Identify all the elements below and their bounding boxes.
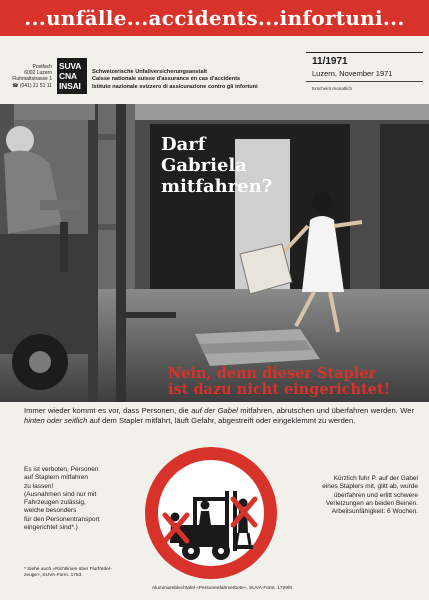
address-line: 6002 Luzern — [24, 70, 52, 77]
postal-address — [6, 64, 52, 89]
org-line: Caisse nationale suisse d'assurance en cas d'accidents — [92, 76, 241, 83]
logo-line: INSAI — [59, 81, 81, 91]
intro-text: auf dem Stapler mitfährt, läuft Gefahr, abgestreift oder eingeklemmt zu werden. — [87, 416, 356, 426]
report-line: Arbeitsunfähigkeit: 6 Wochen. — [331, 508, 418, 516]
accident-report-text — [290, 475, 418, 516]
suva-logo — [57, 58, 87, 94]
intro-emphasis: auf der Gabel — [191, 406, 238, 415]
rule-line: zu lassen! — [24, 482, 54, 490]
report-line: Kürzlich fuhr P. auf der Gabel — [333, 475, 418, 482]
sign-caption: Aluminiumblechtafel «Personenfahrverbote», SUVA-Form. 1729/8 — [152, 586, 292, 591]
issue-date: Luzern, November 1971 — [312, 69, 393, 78]
address-line: Fluhmattstrasse 1 — [12, 76, 52, 83]
report-line: Verletzungen an beiden Beinen. — [325, 499, 418, 507]
rule-line: (Ausnahmen sind nur mit — [24, 490, 97, 498]
answer-line: Nein, denn dieser Stapler — [168, 365, 377, 382]
logo-line: CNA — [59, 71, 77, 81]
issue-number: 11/1971 — [312, 56, 348, 67]
org-line: Schweizerische Unfallversicherungsanstalt — [92, 69, 208, 75]
rule-line: welche besonders — [24, 507, 77, 515]
headline-line: Gabriela — [161, 155, 247, 176]
logo-line: SUVA — [59, 61, 82, 71]
rule-line: auf Staplern mitfahren — [24, 474, 88, 482]
no-riding-sign-icon — [141, 443, 281, 583]
rule-line: für den Personentransport — [24, 515, 100, 523]
report-line: überfahren und erlitt schwere — [333, 491, 418, 499]
headline-line: mitfahren? — [161, 176, 273, 197]
issue-frequency: Erscheint monatlich — [312, 86, 353, 91]
intro-text: Immer wieder kommt es vor, dass Personen, die — [24, 406, 192, 415]
prohibition-text — [24, 466, 142, 532]
address-line: Postfach — [32, 64, 52, 70]
answer-text — [168, 366, 390, 398]
intro-text: mitfahren, abrutschen und überfahren werden. Wer — [237, 406, 414, 415]
headline — [161, 134, 272, 197]
rule-line: Fahrzeugen zulässig, — [24, 499, 86, 507]
banner-title: ...unfälle...accidents...infortuni... — [24, 6, 405, 30]
issue-box — [306, 52, 423, 82]
rule-line: Es ist verboten, Personen — [24, 466, 99, 473]
rule-line: eingerichtet sind*.) — [24, 524, 78, 532]
report-line: eines Staplers mit, glitt ab, wurde — [322, 483, 418, 491]
org-line: Istituto nazionale svizzero di assicurazione contro gli infortuni — [92, 83, 258, 90]
footnote — [24, 567, 134, 579]
intro-paragraph — [24, 406, 414, 427]
header-banner — [0, 0, 429, 36]
footnote-line: * Siehe auch «Richtlinien über Flurförder- — [24, 567, 112, 572]
headline-line: Darf — [161, 134, 206, 155]
intro-emphasis: hinten oder seitlich — [24, 416, 88, 426]
organization-names — [92, 69, 287, 91]
answer-line: ist dazu nicht eingerichtet! — [168, 381, 391, 398]
address-line: ☎ (041) 21 51 11 — [12, 82, 52, 89]
footnote-line: zeuge», SUVA-Form. 1753. — [24, 573, 83, 578]
